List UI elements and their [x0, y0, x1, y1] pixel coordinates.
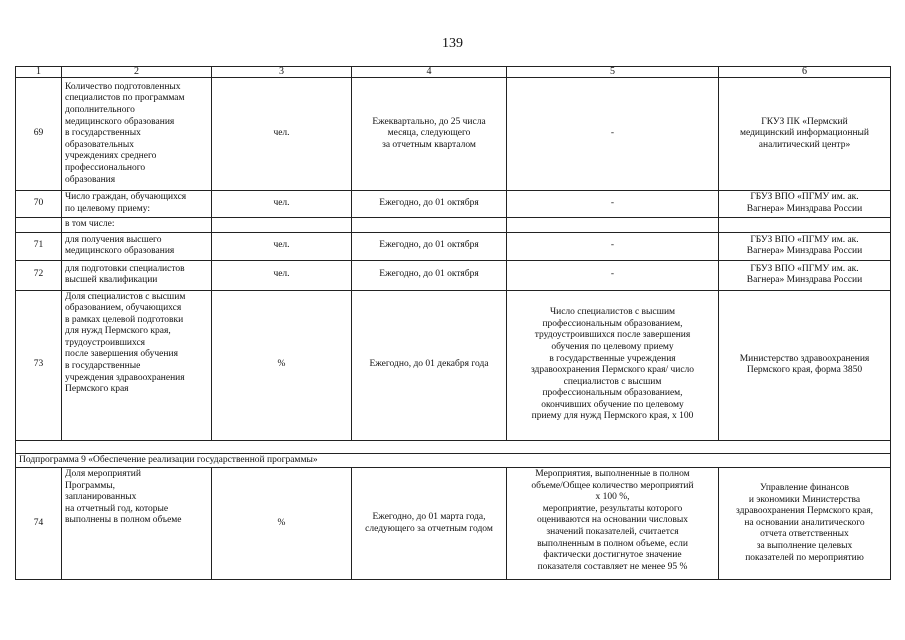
unit: чел. — [212, 232, 352, 260]
unit: % — [212, 290, 352, 440]
unit: чел. — [212, 78, 352, 191]
indicator-name: Доля специалистов с высшим образованием, обучающихся в рамках целевой подготовки для нужд Пермского края, трудоустроившихся после завершения обучения в государственные учреждения здравоохранения Пермского края — [62, 290, 212, 440]
row-number: 70 — [16, 191, 62, 218]
data-source: ГБУЗ ВПО «ПГМУ им. ак. Вагнера» Минздрава России — [719, 191, 891, 218]
indicator-name: Число граждан, обучающихся по целевому приему: — [62, 191, 212, 218]
row-number: 72 — [16, 260, 62, 290]
table-row — [16, 232, 891, 260]
formula: - — [507, 260, 719, 290]
row-number: 71 — [16, 232, 62, 260]
unit: чел. — [212, 191, 352, 218]
row-number: 73 — [16, 290, 62, 440]
frequency: Ежегодно, до 01 октября — [352, 260, 507, 290]
formula: - — [507, 232, 719, 260]
table-row — [16, 290, 891, 440]
formula: - — [507, 78, 719, 191]
column-header: 3 — [212, 67, 352, 78]
including-label: в том числе: — [62, 218, 212, 233]
data-source: Министерство здравоохранения Пермского края, форма 3850 — [719, 290, 891, 440]
frequency: Ежеквартально, до 25 числа месяца, следующего за отчетным кварталом — [352, 78, 507, 191]
unit: чел. — [212, 260, 352, 290]
frequency: Ежегодно, до 01 октября — [352, 232, 507, 260]
table-row — [16, 260, 891, 290]
indicator-name: для получения высшего медицинского образования — [62, 232, 212, 260]
formula: Мероприятия, выполненные в полном объеме/Общее количество мероприятий х 100 %, мероприятие, результаты которого оцениваются на основании числовых значений показателей, считается выполненным в полном объеме, если фактически достигнутое значение показателя составляет не менее 95 % — [507, 468, 719, 580]
subprogram-title: Подпрограмма 9 «Обеспечение реализации государственной программы» — [16, 453, 891, 468]
table-row — [16, 468, 891, 580]
data-source: ГБУЗ ВПО «ПГМУ им. ак. Вагнера» Минздрава России — [719, 260, 891, 290]
table-header-row — [16, 67, 891, 78]
column-header: 6 — [719, 67, 891, 78]
indicator-name: Количество подготовленных специалистов по программам дополнительного медицинского образования в государственных образовательных учреждениях среднего профессионального образования — [62, 78, 212, 191]
frequency: Ежегодно, до 01 декабря года — [352, 290, 507, 440]
table-row — [16, 191, 891, 218]
row-number: 74 — [16, 468, 62, 580]
data-source: ГБУЗ ВПО «ПГМУ им. ак. Вагнера» Минздрава России — [719, 232, 891, 260]
indicators-table — [15, 66, 891, 580]
page-number: 139 — [442, 36, 463, 51]
column-header: 4 — [352, 67, 507, 78]
column-header: 1 — [16, 67, 62, 78]
data-source: ГКУЗ ПК «Пермский медицинский информационный аналитический центр» — [719, 78, 891, 191]
formula: - — [507, 191, 719, 218]
data-source: Управление финансов и экономики Министерства здравоохранения Пермского края, на основании аналитического отчета ответственных за выполнение целевых показателей по мероприятию — [719, 468, 891, 580]
column-header: 2 — [62, 67, 212, 78]
indicator-name: для подготовки специалистов высшей квалификации — [62, 260, 212, 290]
formula: Число специалистов с высшим профессиональным образованием, трудоустроившихся после завершения обучения по целевому приему в государственные учреждения здравоохранения Пермского края/ число специалистов с высшим профессиональным образованием, окончивших обучение по целевому приему для нужд Пермского края, х 100 — [507, 290, 719, 440]
indicator-name: Доля мероприятий Программы, запланированных на отчетный год, которые выполнены в полном объеме — [62, 468, 212, 580]
table-row — [16, 218, 891, 233]
unit: % — [212, 468, 352, 580]
frequency: Ежегодно, до 01 марта года, следующего за отчетным годом — [352, 468, 507, 580]
column-header: 5 — [507, 67, 719, 78]
frequency: Ежегодно, до 01 октября — [352, 191, 507, 218]
row-number: 69 — [16, 78, 62, 191]
subprogram-row — [16, 453, 891, 468]
table-row — [16, 78, 891, 191]
